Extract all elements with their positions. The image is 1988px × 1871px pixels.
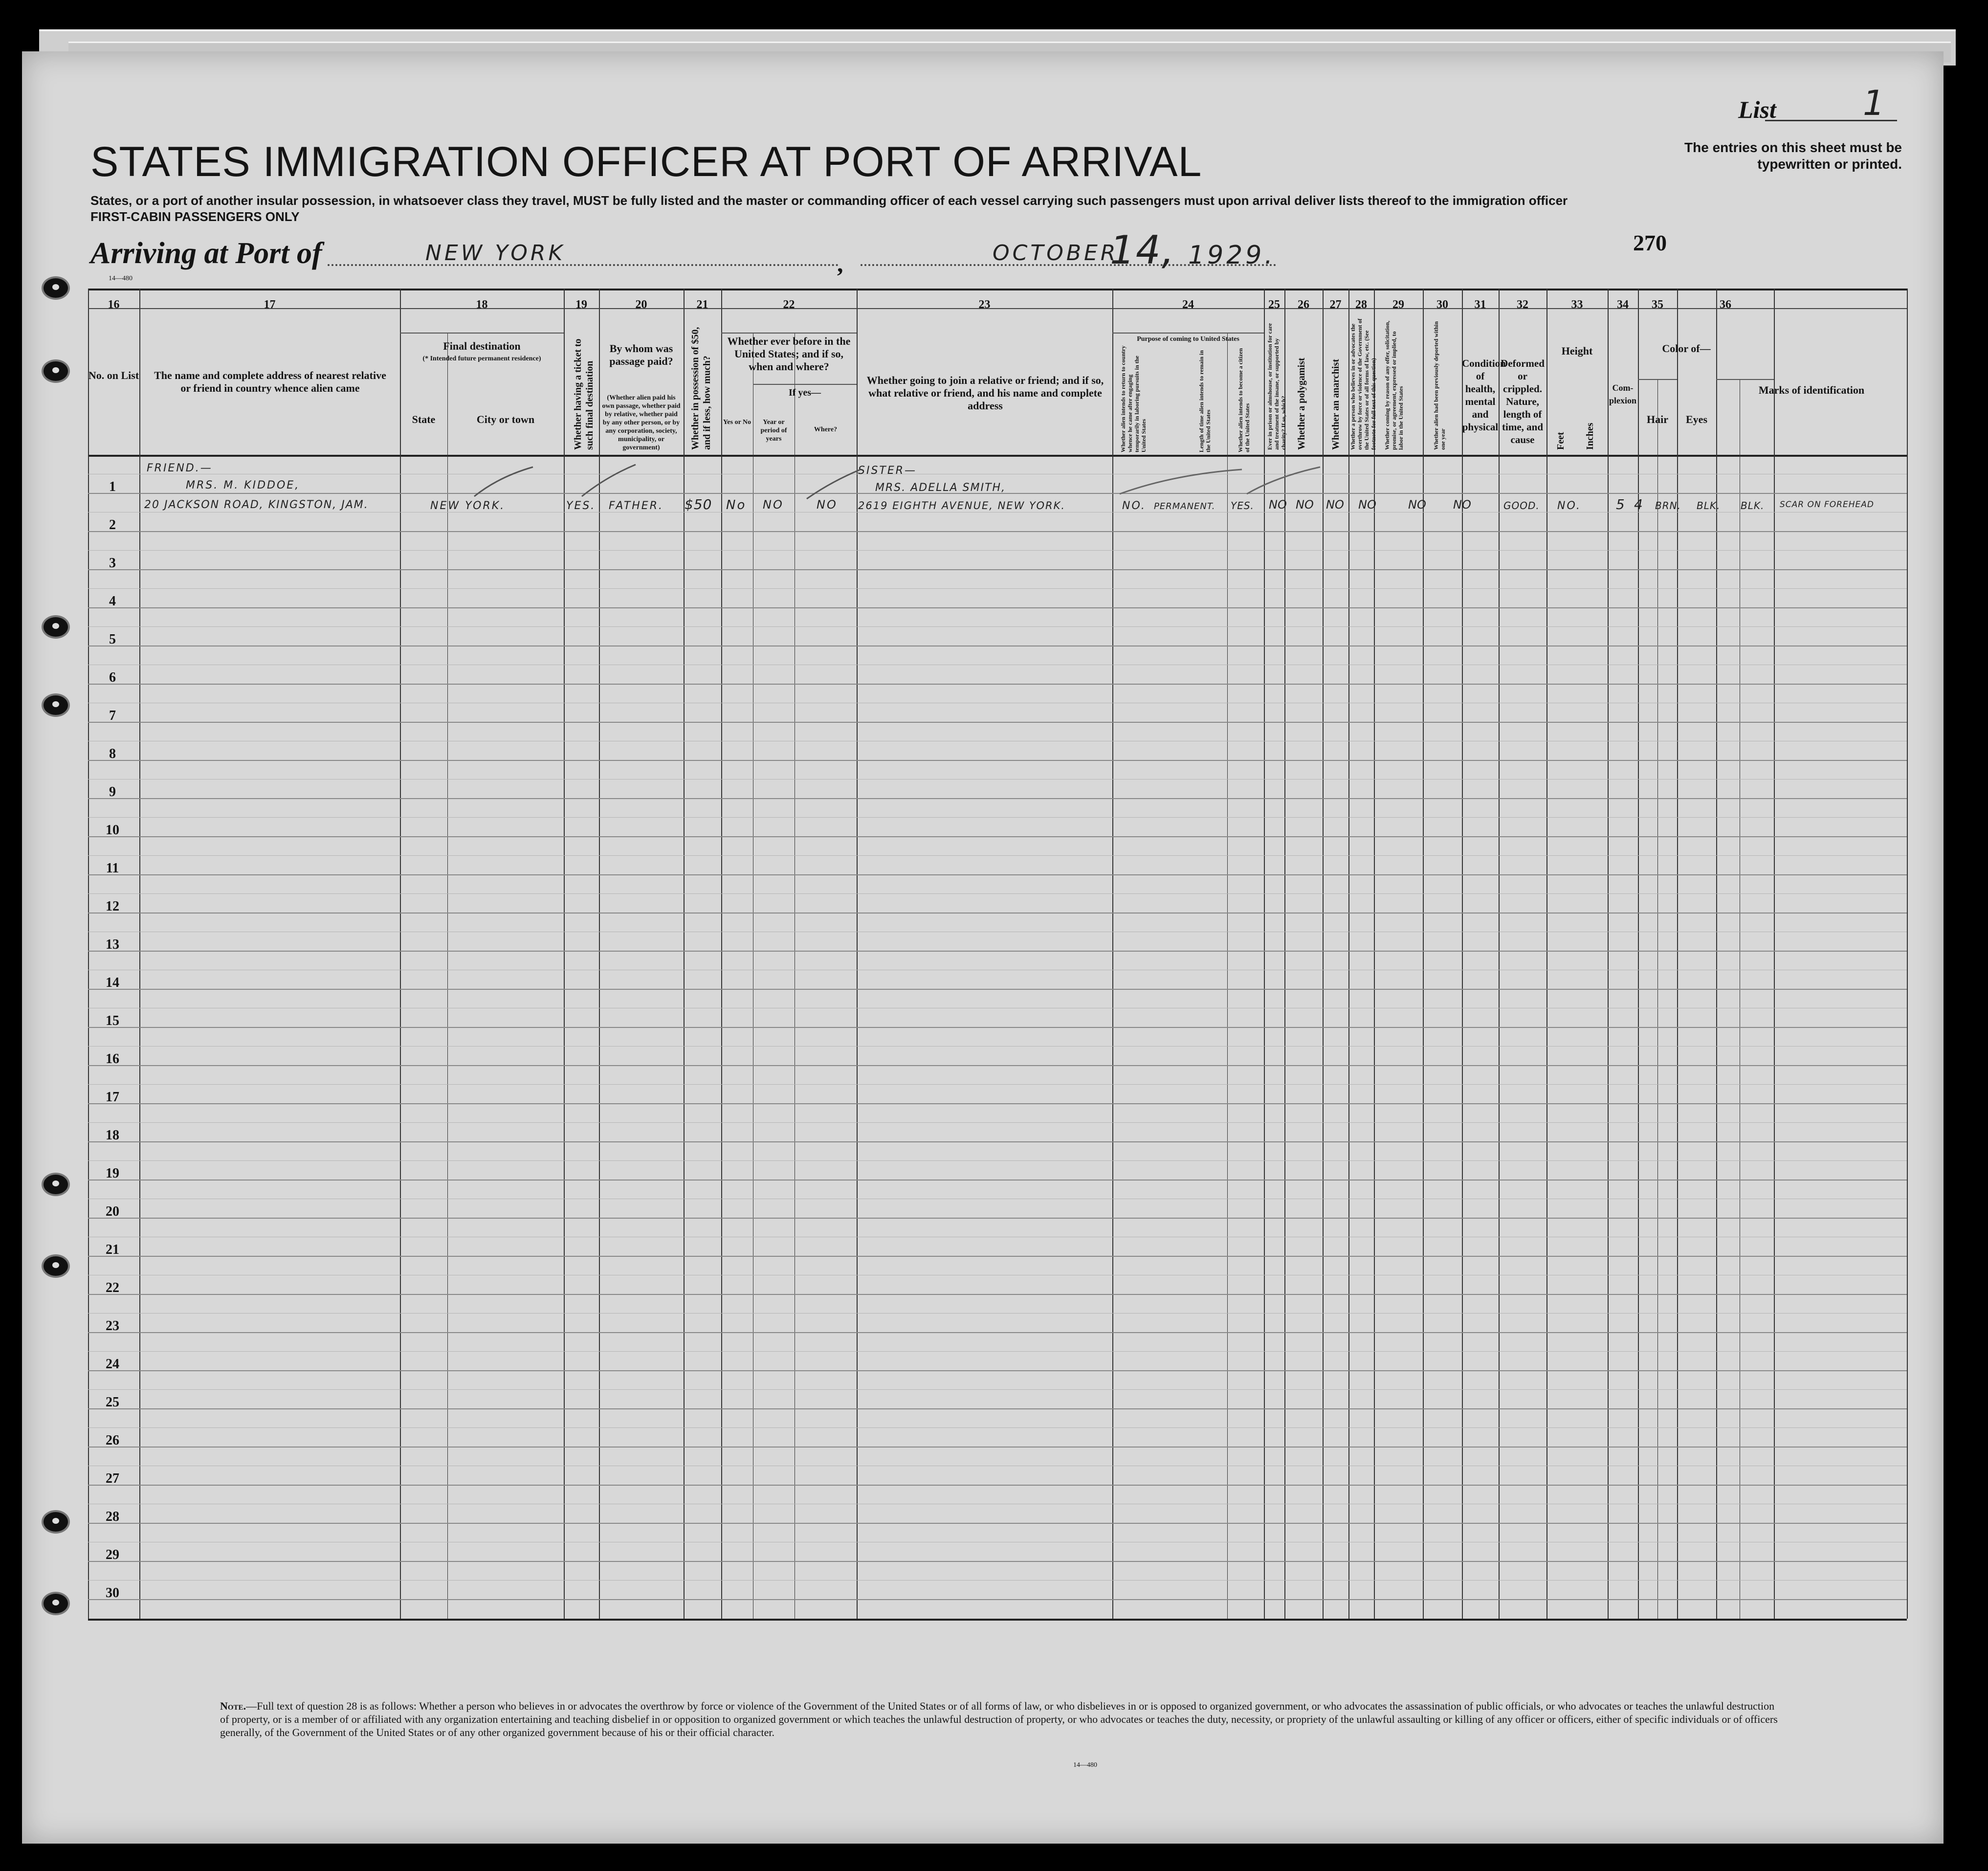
entry-anarchist: NO (1326, 498, 1344, 512)
row-divider (88, 550, 1907, 551)
row-rule (88, 1103, 1907, 1104)
punch-hole (42, 276, 70, 300)
row-number: 24 (106, 1357, 119, 1372)
entry-overthrow: NO (1358, 498, 1376, 512)
port-dotted-line (328, 264, 839, 266)
header-height: Height (1561, 345, 1593, 357)
header-passage-note: (Whether alien paid his own passage, whether paid by relative, whether paid by any other person, or by any corporation, society, municipality, or government) (602, 394, 681, 451)
row-divider (88, 588, 1907, 589)
punch-hole (42, 615, 70, 639)
row-divider (88, 1427, 1907, 1428)
row-number: 7 (109, 708, 116, 723)
header-complexion: Com-plexion (1609, 383, 1636, 405)
subheader-rule (400, 333, 564, 334)
column-number: 31 (1474, 298, 1486, 311)
column-number: 17 (264, 298, 276, 311)
row-number: 20 (106, 1204, 119, 1219)
header-yes-no: Yes or No (723, 419, 751, 426)
column-number: 34 (1617, 298, 1629, 311)
footnote (220, 1699, 1785, 1739)
entry-ticket: YES. (566, 500, 596, 512)
column-number: 23 (978, 298, 991, 311)
row-number: 28 (106, 1509, 119, 1524)
row-rule (88, 836, 1907, 837)
manifest-table (88, 289, 1907, 1619)
row-number: 26 (106, 1433, 119, 1448)
row-rule (88, 760, 1907, 761)
row-number: 17 (106, 1090, 119, 1105)
row-divider (88, 1084, 1907, 1085)
row-number: 25 (106, 1395, 119, 1410)
row-rule (88, 1561, 1907, 1562)
row-number: 9 (109, 784, 116, 800)
row-divider (88, 893, 1907, 894)
entry-relative-type: FRIEND.— (147, 462, 213, 474)
column-number: 29 (1392, 298, 1404, 311)
header-prison: Ever in prison or almshouse, or institution for care and treatment of the insane, or supported by charity? If so, which? (1266, 323, 1287, 450)
punch-hole (42, 1510, 70, 1534)
row-divider (88, 1351, 1907, 1352)
row-number: 22 (106, 1280, 119, 1295)
column-number: 30 (1436, 298, 1448, 311)
column-number: 24 (1182, 298, 1194, 311)
column-number: 33 (1571, 298, 1583, 311)
entry-where: NO (817, 498, 838, 512)
entry-length-of-stay: PERMANENT. (1154, 501, 1215, 512)
row-rule (88, 1523, 1907, 1524)
row-rule (88, 1256, 1907, 1257)
column-number: 26 (1298, 298, 1309, 311)
header-passage-paid: By whom was passage paid? (609, 342, 673, 367)
row-rule (88, 1027, 1907, 1028)
header-ticket: Whether having a ticket to such final destination (573, 338, 595, 450)
row-number: 11 (106, 861, 119, 876)
entry-money: $50 (685, 496, 712, 512)
header-return-intent: Whether alien intends to return to country whence he came after engaging temporarily in laboring pursuits in the United States (1120, 345, 1147, 452)
row-number: 10 (106, 823, 119, 838)
header-fifty-dollars: Whether in possession of $50, and if less, how much? (690, 327, 712, 450)
header-polygamist: Whether a polygamist (1296, 357, 1307, 450)
checkmark-strokes (469, 457, 909, 501)
header-eyes: Eyes (1686, 413, 1707, 425)
column-number: 35 (1652, 298, 1663, 311)
subheader-rule (1716, 379, 1774, 380)
header-if-yes: If yes— (788, 387, 821, 398)
entry-deported: NO (1453, 498, 1471, 512)
row-rule (88, 874, 1907, 875)
row-number: 18 (106, 1128, 119, 1143)
column-number: 36 (1720, 298, 1731, 311)
row-number: 15 (106, 1013, 119, 1028)
column-number: 20 (635, 298, 647, 311)
row-number: 23 (106, 1318, 119, 1334)
header-year-period: Year or period of years (760, 419, 787, 443)
subheader-rule (721, 333, 857, 334)
column-number: 18 (476, 298, 488, 311)
row-rule (88, 1485, 1907, 1486)
header-inches: Inches (1585, 423, 1595, 450)
row-rule (88, 1218, 1907, 1219)
column-number: 19 (575, 298, 587, 311)
row-number: 3 (109, 556, 116, 571)
row-rule (88, 1180, 1907, 1181)
entry-relative-address: 20 JACKSON ROAD, KINGSTON, JAM. (144, 499, 369, 511)
arriving-label: Arriving at Port of (90, 237, 322, 270)
row-rule (88, 1065, 1907, 1066)
checkmark-strokes (1115, 465, 1359, 499)
row-rule (88, 1294, 1907, 1295)
entry-deformed: NO. (1557, 500, 1581, 512)
punch-hole (42, 693, 70, 717)
entry-health: GOOD. (1503, 500, 1540, 512)
row-divider (88, 1046, 1907, 1047)
row-divider (88, 779, 1907, 780)
punch-hole (42, 1173, 70, 1196)
entry-polygamist: NO (1296, 498, 1314, 512)
row-rule (88, 531, 1907, 532)
row-divider (88, 626, 1907, 627)
row-divider (88, 855, 1907, 856)
footnote-label: Note. (220, 1700, 246, 1712)
entry-years: NO (763, 498, 784, 512)
column-number: 25 (1268, 298, 1280, 311)
entry-marks: SCAR ON FOREHEAD (1780, 500, 1874, 510)
table-bottom-rule (88, 1619, 1907, 1621)
subheader-rule (1112, 333, 1264, 334)
comma-separator: , (837, 250, 843, 277)
entry-citizen: YES. (1231, 500, 1254, 512)
entry-return: NO. (1122, 500, 1146, 512)
list-label: List (1738, 96, 1776, 123)
row-rule (88, 1408, 1907, 1409)
row-number: 14 (106, 975, 119, 990)
header-deported: Whether alien had been previously deported within one year (1433, 321, 1446, 450)
header-purpose: Purpose of coming to United States (1137, 335, 1239, 343)
subheader-rule (753, 384, 857, 385)
row-rule (88, 684, 1907, 685)
entry-eyes: BLK. (1741, 500, 1765, 512)
row-rule (88, 798, 1907, 799)
entry-height-inches: 4 (1634, 496, 1644, 512)
punch-hole (42, 359, 70, 383)
row-number: 5 (109, 632, 116, 647)
header-deformed: Deformed or crippled. Nature, length of time, and cause (1501, 357, 1545, 445)
header-color-of: Color of— (1662, 342, 1711, 355)
row-number: 2 (109, 517, 116, 533)
row-rule (88, 607, 1907, 608)
entry-city: NEW YORK. (430, 500, 506, 512)
column-number: 21 (696, 298, 708, 311)
row-rule (88, 1370, 1907, 1371)
row-rule (88, 1141, 1907, 1142)
row-divider (88, 1580, 1907, 1581)
footnote-text: —Full text of question 28 is as follows: Whether a person who believes in or advocates the overthrow by force or violence of the Government of the United States or of all forms of law, or who disbelieves in or is opposed to organized government, or who advocates the assassination of public officials, or who advocates or teaches the unlawful destruction of property, or is a member of or affiliated with any organization entertaining and teaching disbelief in or opposition to organized government or which teaches the unlawful destruction of property, or who advocates or teaches the duty, necessity, or propriety of the unlawful assaulting or killing of any officer or officers, either of specific individuals or of officers generally, of the Government of the United States or of any other organized government because of his or their official character. (220, 1700, 1778, 1738)
entry-join-name: MRS. ADELLA SMITH, (875, 482, 1006, 494)
row-rule (88, 1599, 1907, 1600)
punch-hole (42, 1592, 70, 1615)
row-number: 6 (109, 670, 116, 685)
row-divider (88, 1160, 1907, 1161)
row-rule (88, 1332, 1907, 1333)
header-length-of-stay: Length of time alien intends to remain in the United States (1198, 350, 1212, 452)
entry-paid-by: FATHER. (609, 500, 663, 512)
row-number: 27 (106, 1471, 119, 1486)
entry-relative-name: MRS. M. KIDDOE, (186, 479, 300, 491)
row-rule (88, 1447, 1907, 1448)
form-code: 14—480 (109, 275, 133, 282)
header-state: State (412, 413, 436, 425)
row-number: 13 (106, 937, 119, 952)
row-number: 21 (106, 1242, 119, 1257)
row-divider (88, 1122, 1907, 1123)
header-before-in-us: Whether ever before in the United States; and if so, when and where? (727, 335, 851, 373)
row-number: 12 (106, 899, 119, 914)
table-top-rule (88, 289, 1907, 290)
column-number: 28 (1355, 298, 1367, 311)
entry-prison: NO (1269, 498, 1287, 512)
header-health: Condition of health, mental and physical (1462, 357, 1506, 433)
header-citizen-intent: Whether alien intends to become a citizen of the United States (1237, 348, 1251, 452)
row-rule (88, 569, 1907, 570)
row-divider (88, 1389, 1907, 1390)
header-marks: Marks of identification (1758, 384, 1865, 396)
row-number: 16 (106, 1051, 119, 1067)
row-number: 1 (109, 479, 116, 494)
entry-hair: BLK. (1697, 500, 1721, 512)
row-rule (88, 951, 1907, 952)
header-hair: Hair (1647, 413, 1668, 425)
list-number: 1 (1863, 83, 1885, 123)
entry-join-relation: SISTER— (858, 465, 917, 477)
row-divider (88, 1313, 1907, 1314)
header-anarchist: Whether an anarchist (1330, 359, 1341, 450)
date-year: 1929. (1188, 241, 1276, 270)
row-number: 29 (106, 1547, 119, 1562)
date-month: OCTOBER (993, 241, 1119, 266)
header-where: Where? (814, 426, 838, 433)
form-instructions: States, or a port of another insular possession, in whatsoever class they travel, MUST be fully listed and the master or commanding officer of each vessel carrying such passengers must upon arrival deliver lists thereof to the immigration officer (90, 193, 1568, 208)
entry-height-feet: 5 (1616, 496, 1626, 512)
row-number: 8 (109, 746, 116, 761)
row-number: 30 (106, 1585, 119, 1601)
row-divider (88, 817, 1907, 818)
header-join-relative: Whether going to join a relative or friend; and if so, what relative or friend, and his name and complete address (866, 374, 1104, 412)
entry-complexion: BRN. (1655, 500, 1681, 512)
header-final-destination: Final destination (443, 340, 521, 352)
page-title: STATES IMMIGRATION OFFICER AT PORT OF ARRIVAL (90, 138, 1202, 185)
header-bottom-rule (88, 455, 1907, 457)
port-value: NEW YORK (425, 241, 566, 266)
date-day: 14, (1110, 227, 1175, 273)
row-rule (88, 722, 1907, 723)
header-feet: Feet (1555, 432, 1566, 450)
subheader-rule (1638, 379, 1677, 380)
passenger-class: FIRST-CABIN PASSENGERS ONLY (90, 209, 300, 224)
entry-labor-offer: NO (1408, 498, 1426, 512)
page-number: 270 (1633, 230, 1667, 255)
header-overthrow: Whether a person who believes in or advocates the overthrow by force or violence of the Government of the United States or of all forms of law, etc. (See footnote for full text of this question) (1349, 318, 1377, 450)
column-number: 22 (783, 298, 795, 311)
header-relative-address: The name and complete address of nearest relative or friend in country whence alien came (154, 369, 386, 394)
entry-before-us: No (726, 498, 747, 512)
row-rule (88, 989, 1907, 990)
row-number: 4 (109, 594, 116, 609)
footnote-form-code: 14—480 (1073, 1761, 1097, 1769)
typewritten-notice: The entries on this sheet must be typewritten or printed. (1684, 140, 1902, 172)
entry-join-address: 2619 EIGHTH AVENUE, NEW YORK. (858, 500, 1066, 512)
header-final-destination-note: (* Intended future permanent residence) (422, 355, 541, 362)
header-city: City or town (476, 413, 535, 425)
column-number: 32 (1517, 298, 1528, 311)
column-number: 16 (108, 298, 120, 311)
row-number: 19 (106, 1166, 119, 1181)
header-labor-offer: Whether coming by reason of any offer, solicitation, promise, or agreement, expressed or implied, to labor in the United States (1384, 320, 1404, 450)
header-no-on-list: No. on List (88, 369, 139, 381)
punch-hole (42, 1254, 70, 1278)
column-number: 27 (1329, 298, 1342, 311)
